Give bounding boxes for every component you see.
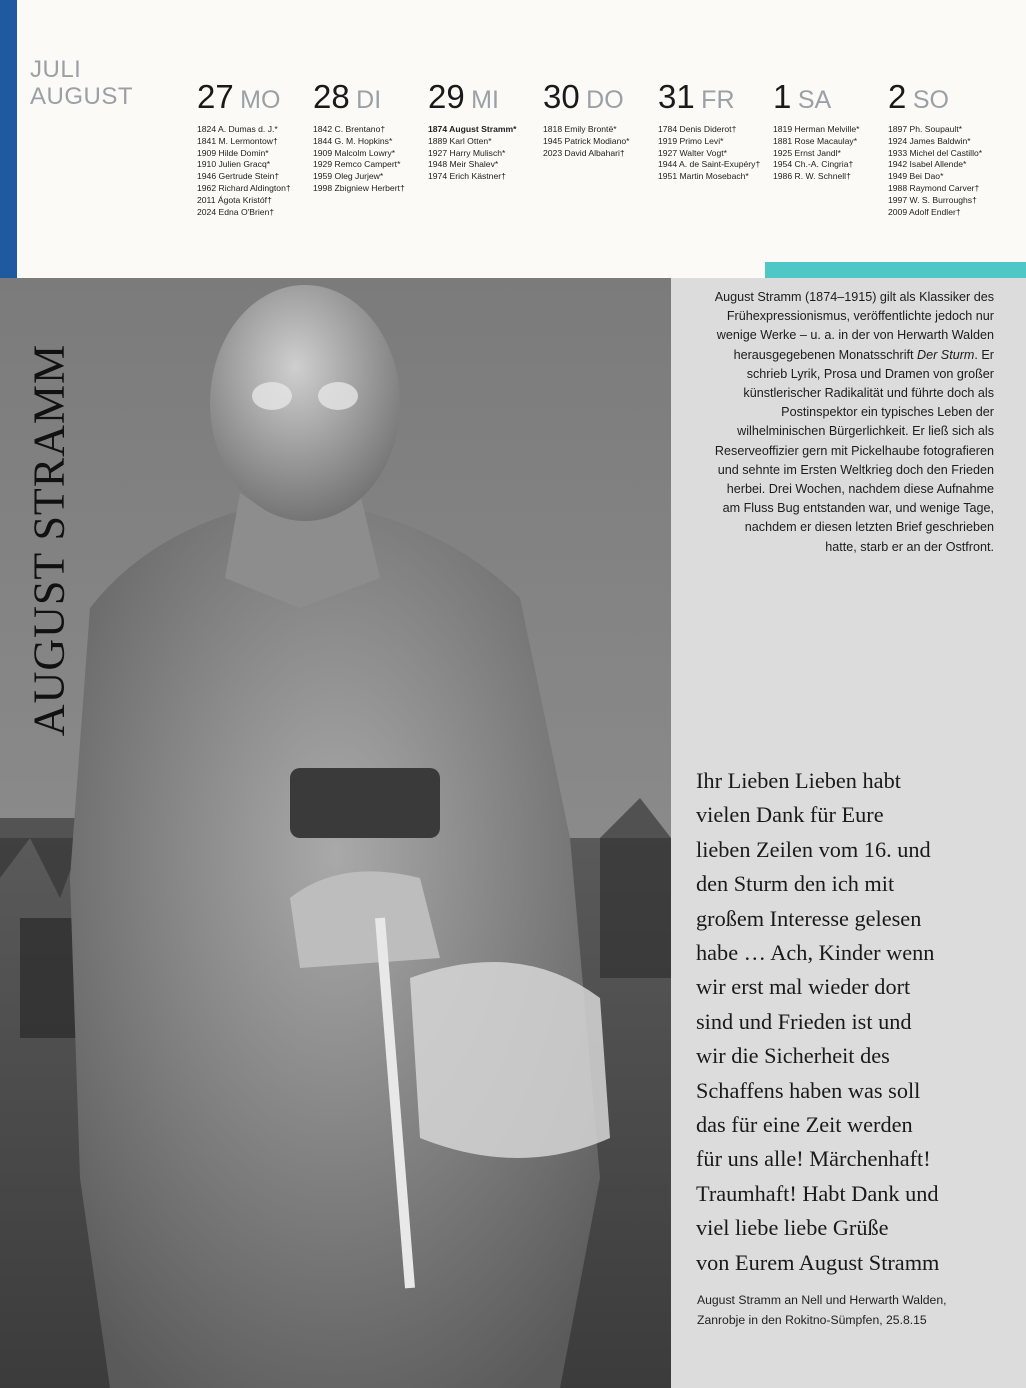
day-number: 31 [658,78,695,115]
quote-line: viel liebe liebe Grüße [696,1215,889,1241]
anniversary-entry: 1844 G. M. Hopkins* [313,135,393,146]
day-number: 1 [773,78,792,115]
day-number: 27 [197,78,234,115]
quote-line: Schaffens haben was soll [696,1077,921,1103]
quote-line: Traumhaft! Habt Dank und [696,1180,939,1206]
anniversary-entry: 1824 A. Dumas d. J.* [197,124,278,134]
day-header [543,78,661,116]
day-header [773,78,891,116]
anniversary-entry: 1944 A. de Saint-Exupéry† [658,159,761,170]
anniversary-entry: 1986 R. W. Schnell† [773,171,851,182]
quote-line: Ihr Lieben Lieben habt [696,768,901,793]
day-column [428,78,546,183]
anniversary-entry: 1974 Erich Kästner† [428,171,506,182]
anniversary-entry: 1919 Primo Levi* [658,135,724,146]
anniversary-entry: 1954 Ch.-A. Cingria† [773,159,854,170]
quote-line: den Sturm den ich mit [696,871,895,897]
anniversary-list [773,124,891,183]
anniversary-list [658,124,776,183]
day-header [197,78,315,116]
anniversary-entry: 1874 August Stramm* [428,124,517,134]
anniversary-entry: 1997 W. S. Burroughs† [888,194,977,205]
quote-line: vielen Dank für Eure [696,802,884,828]
weekday-name: MI [471,86,499,114]
anniversary-list [197,124,315,218]
anniversary-list [428,124,546,183]
anniversary-list [543,124,661,159]
anniversary-entry: 2024 Edna O'Brien† [197,206,275,217]
day-column [773,78,891,183]
weekday-name: FR [701,86,735,114]
anniversary-entry: 1929 Remco Campert* [313,159,401,170]
weekday-name: SA [797,86,832,114]
day-number: 28 [313,78,350,115]
magazine-title: Der Sturm [917,347,975,362]
anniversary-entry: 1818 Emily Brontë* [543,124,617,134]
quote-line: wir die Sicherheit des [696,1043,890,1069]
day-column [543,78,661,159]
quote-line: das für eine Zeit werden [696,1112,913,1138]
anniversary-entry: 1988 Raymond Carver† [888,182,980,193]
title-text: AUGUST STRAMM [24,343,74,737]
day-header [888,78,1006,116]
quote-line: habe … Ach, Kinder wenn [696,940,935,966]
anniversary-entry: 1946 Gertrude Stein† [197,171,280,182]
day-header [658,78,776,116]
anniversary-entry: 2009 Adolf Endler† [888,206,961,217]
day-header [313,78,431,116]
anniversary-entry: 1998 Zbigniew Herbert† [313,182,405,193]
soldier-portrait-image [0,278,671,1388]
anniversary-entry: 1927 Walter Vogt* [658,147,727,158]
anniversary-entry: 2011 Ágota Kristóf† [197,194,272,205]
day-number: 30 [543,78,580,115]
anniversary-entry: 1897 Ph. Soupault* [888,124,963,134]
anniversary-entry: 1933 Michel del Castillo* [888,147,983,158]
day-header [428,78,546,116]
quote-line: sind und Frieden ist und [696,1008,912,1034]
anniversary-entry: 1909 Hilde Domin* [197,147,269,158]
day-column [658,78,776,183]
quote-source: August Stramm an Nell und Herwarth Walden, Zanrobje in den Rokitno-Sümpfen, 25.8.15 [697,1293,947,1327]
anniversary-entry: 1949 Bei Dao* [888,171,944,182]
letter-quote [696,764,1006,1280]
accent-bar-blue [0,0,17,278]
day-number: 2 [888,78,907,115]
anniversary-entry: 1942 Isabel Allende* [888,159,967,170]
biography-paragraph: August Stramm (1874–1915) gilt als Klassiker des Frühexpressionismus, veröffentlichte jedoch nur wenige Werke – u. a. in der von Herwarth Walden herausgegebenen Monatsschrift Der Sturm. Er schrieb Lyrik, Prosa und Dramen von großer künstlerischer Radikalität und führte doch als Postinspektor ein typisches Leben der wilhelminischen Bürgerlichkeit. Er ließ sich als Reserveoffizier gern mit Pickelhaube fotografieren und sehnte im Ersten Weltkrieg doch den Frieden herbei. Drei Wochen, nachdem diese Aufnahme am Fluss Bug entstanden war, und wenige Tage, nachdem er diesen letzten Brief geschrieben hatte, starb er an der Ostfront. [714,290,994,554]
quote-line: wir erst mal wieder dort [696,974,911,1000]
anniversary-entry: 2023 David Albahari† [543,147,625,158]
anniversary-entry: 1784 Denis Diderot† [658,124,737,134]
quote-line: von Eurem August Stramm [696,1249,940,1275]
weekday-name: DO [586,86,624,114]
weekday-name: SO [912,86,949,114]
anniversary-entry: 1927 Harry Mulisch* [428,147,506,158]
anniversary-entry: 1889 Karl Otten* [428,135,492,146]
month-august: AUGUST [30,83,134,110]
anniversary-entry: 1841 M. Lermontow† [197,135,278,146]
anniversary-entry: 1925 Ernst Jandl* [773,147,841,158]
anniversary-entry: 1819 Herman Melville* [773,124,860,134]
weekday-name: DI [356,86,382,114]
day-column [197,78,315,218]
weekday-name: MO [240,86,281,114]
portrait-photo [0,278,671,1388]
day-column [888,78,1006,218]
month-label [30,56,133,110]
anniversary-entry: 1951 Martin Mosebach* [658,171,749,182]
anniversary-entry: 1881 Rose Macaulay* [773,135,858,146]
anniversary-entry: 1945 Patrick Modiano* [543,135,630,146]
anniversary-list [313,124,431,195]
month-juli: JULI [30,56,82,83]
quote-line: lieben Zeilen vom 16. und [696,836,931,862]
anniversary-entry: 1959 Oleg Jurjew* [313,171,384,182]
anniversary-list [888,124,1006,218]
anniversary-entry: 1909 Malcolm Lowry* [313,147,396,158]
accent-bar-teal [765,262,1026,278]
anniversary-entry: 1962 Richard Aldington† [197,182,291,193]
anniversary-entry: 1910 Julien Gracq* [197,159,271,170]
vertical-title [24,320,74,760]
day-column [313,78,431,195]
anniversary-entry: 1948 Meir Shalev* [428,159,499,170]
anniversary-entry: 1924 James Baldwin* [888,135,971,146]
quote-line: großem Interesse gelesen [696,905,922,931]
day-number: 29 [428,78,465,115]
anniversary-entry: 1842 C. Brentano† [313,124,386,134]
biography-text [714,288,994,557]
quote-line: für uns alle! Märchenhaft! [696,1146,931,1172]
